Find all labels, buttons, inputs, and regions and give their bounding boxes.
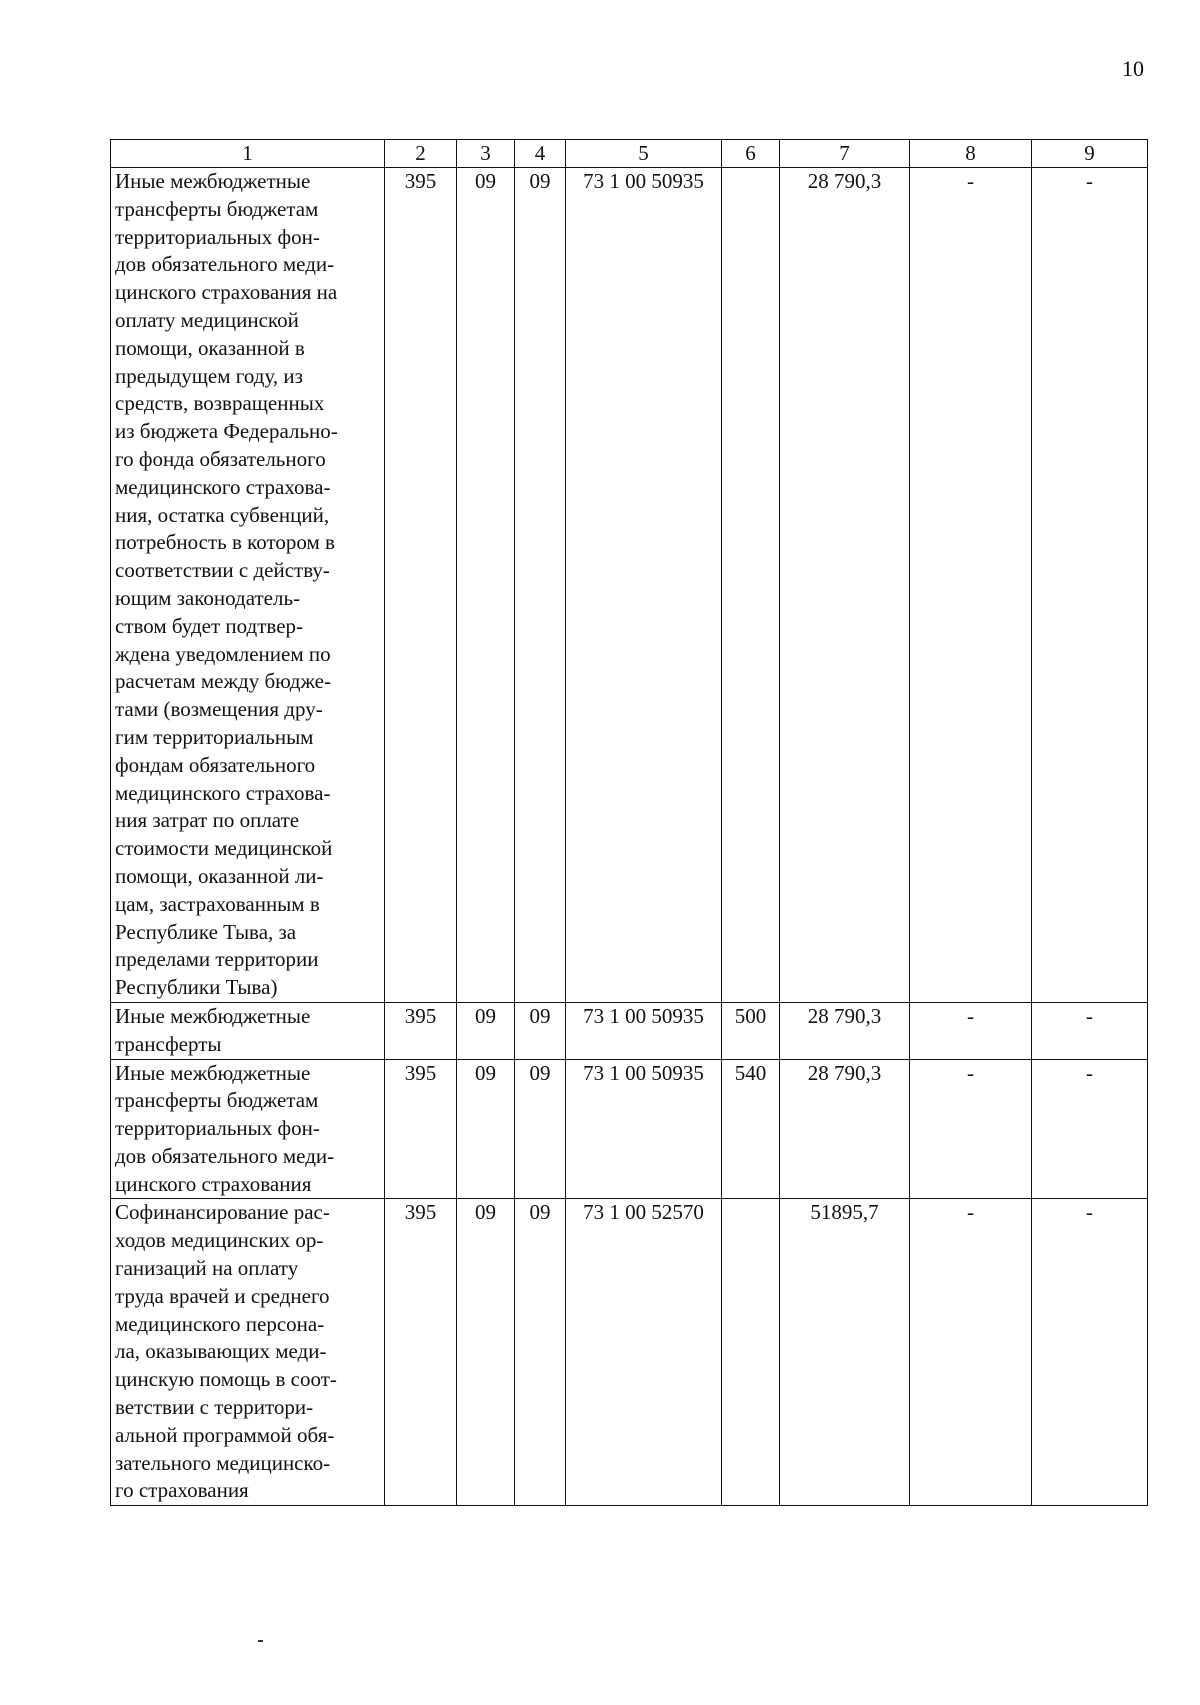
subsection-cell: 09	[515, 1059, 566, 1199]
col8-cell: -	[910, 1059, 1032, 1199]
section-cell: 09	[457, 1002, 515, 1059]
column-header: 6	[722, 140, 780, 168]
target-article-cell: 73 1 00 50935	[566, 168, 722, 1003]
column-header: 7	[780, 140, 910, 168]
grbs-cell: 395	[385, 1059, 457, 1199]
column-header: 2	[385, 140, 457, 168]
column-header: 3	[457, 140, 515, 168]
budget-table	[110, 139, 1148, 1506]
subsection-cell: 09	[515, 1002, 566, 1059]
grbs-cell: 395	[385, 168, 457, 1003]
grbs-cell: 395	[385, 1199, 457, 1506]
row-name-cell: Иные межбюджетные трансферты бюджетам территориальных фон- дов обязательного меди- цинского страхования на оплату медицинской помощи, оказанной в предыдущем году, из средств, возвращенных из бюджета Федерально- го фонда обязательного медицинского страхова- ния, остатка субвенций, потребность в котором в соответствии с действу- ющим законодатель- ством будет подтвер- ждена уведомлением по расчетам между бюдже- тами (возмещения дру- гим территориальным фондам обязательного медицинского страхова- ния затрат по оплате стоимости медицинской помощи, оказанной ли- цам, застрахованным в Республике Тыва, за пределами территории Республики Тыва)	[111, 168, 385, 1003]
column-header: 9	[1032, 140, 1148, 168]
col9-cell: -	[1032, 1199, 1148, 1506]
table-row	[111, 1059, 1148, 1199]
col9-cell: -	[1032, 168, 1148, 1003]
column-header: 8	[910, 140, 1032, 168]
target-article-cell: 73 1 00 52570	[566, 1199, 722, 1506]
amount-cell: 51895,7	[780, 1199, 910, 1506]
col8-cell: -	[910, 1199, 1032, 1506]
expense-type-cell	[722, 168, 780, 1003]
col8-cell: -	[910, 1002, 1032, 1059]
subsection-cell: 09	[515, 1199, 566, 1506]
section-cell: 09	[457, 168, 515, 1003]
section-cell: 09	[457, 1059, 515, 1199]
grbs-cell: 395	[385, 1002, 457, 1059]
target-article-cell: 73 1 00 50935	[566, 1002, 722, 1059]
expense-type-cell	[722, 1199, 780, 1506]
amount-cell: 28 790,3	[780, 168, 910, 1003]
column-header: 1	[111, 140, 385, 168]
col8-cell: -	[910, 168, 1032, 1003]
expense-type-cell: 540	[722, 1059, 780, 1199]
table-row	[111, 1199, 1148, 1506]
amount-cell: 28 790,3	[780, 1059, 910, 1199]
table-row	[111, 1002, 1148, 1059]
column-header: 5	[566, 140, 722, 168]
section-cell: 09	[457, 1199, 515, 1506]
amount-cell: 28 790,3	[780, 1002, 910, 1059]
table-row	[111, 168, 1148, 1003]
row-name-cell: Иные межбюджетные трансферты бюджетам территориальных фон- дов обязательного меди- цинского страхования	[111, 1059, 385, 1199]
scan-artifact	[258, 1640, 263, 1642]
page-number: 10	[1122, 56, 1144, 81]
subsection-cell: 09	[515, 168, 566, 1003]
target-article-cell: 73 1 00 50935	[566, 1059, 722, 1199]
row-name-cell: Иные межбюджетные трансферты	[111, 1002, 385, 1059]
row-name-cell: Софинансирование рас- ходов медицинских ор- ганизаций на оплату труда врачей и среднего медицинского персона- ла, оказывающих меди- цинскую помощь в соот- ветствии с территори- альной программой обя- зательного медицинско- го страхования	[111, 1199, 385, 1506]
col9-cell: -	[1032, 1059, 1148, 1199]
col9-cell: -	[1032, 1002, 1148, 1059]
table-header-row	[111, 140, 1148, 168]
expense-type-cell: 500	[722, 1002, 780, 1059]
column-header: 4	[515, 140, 566, 168]
